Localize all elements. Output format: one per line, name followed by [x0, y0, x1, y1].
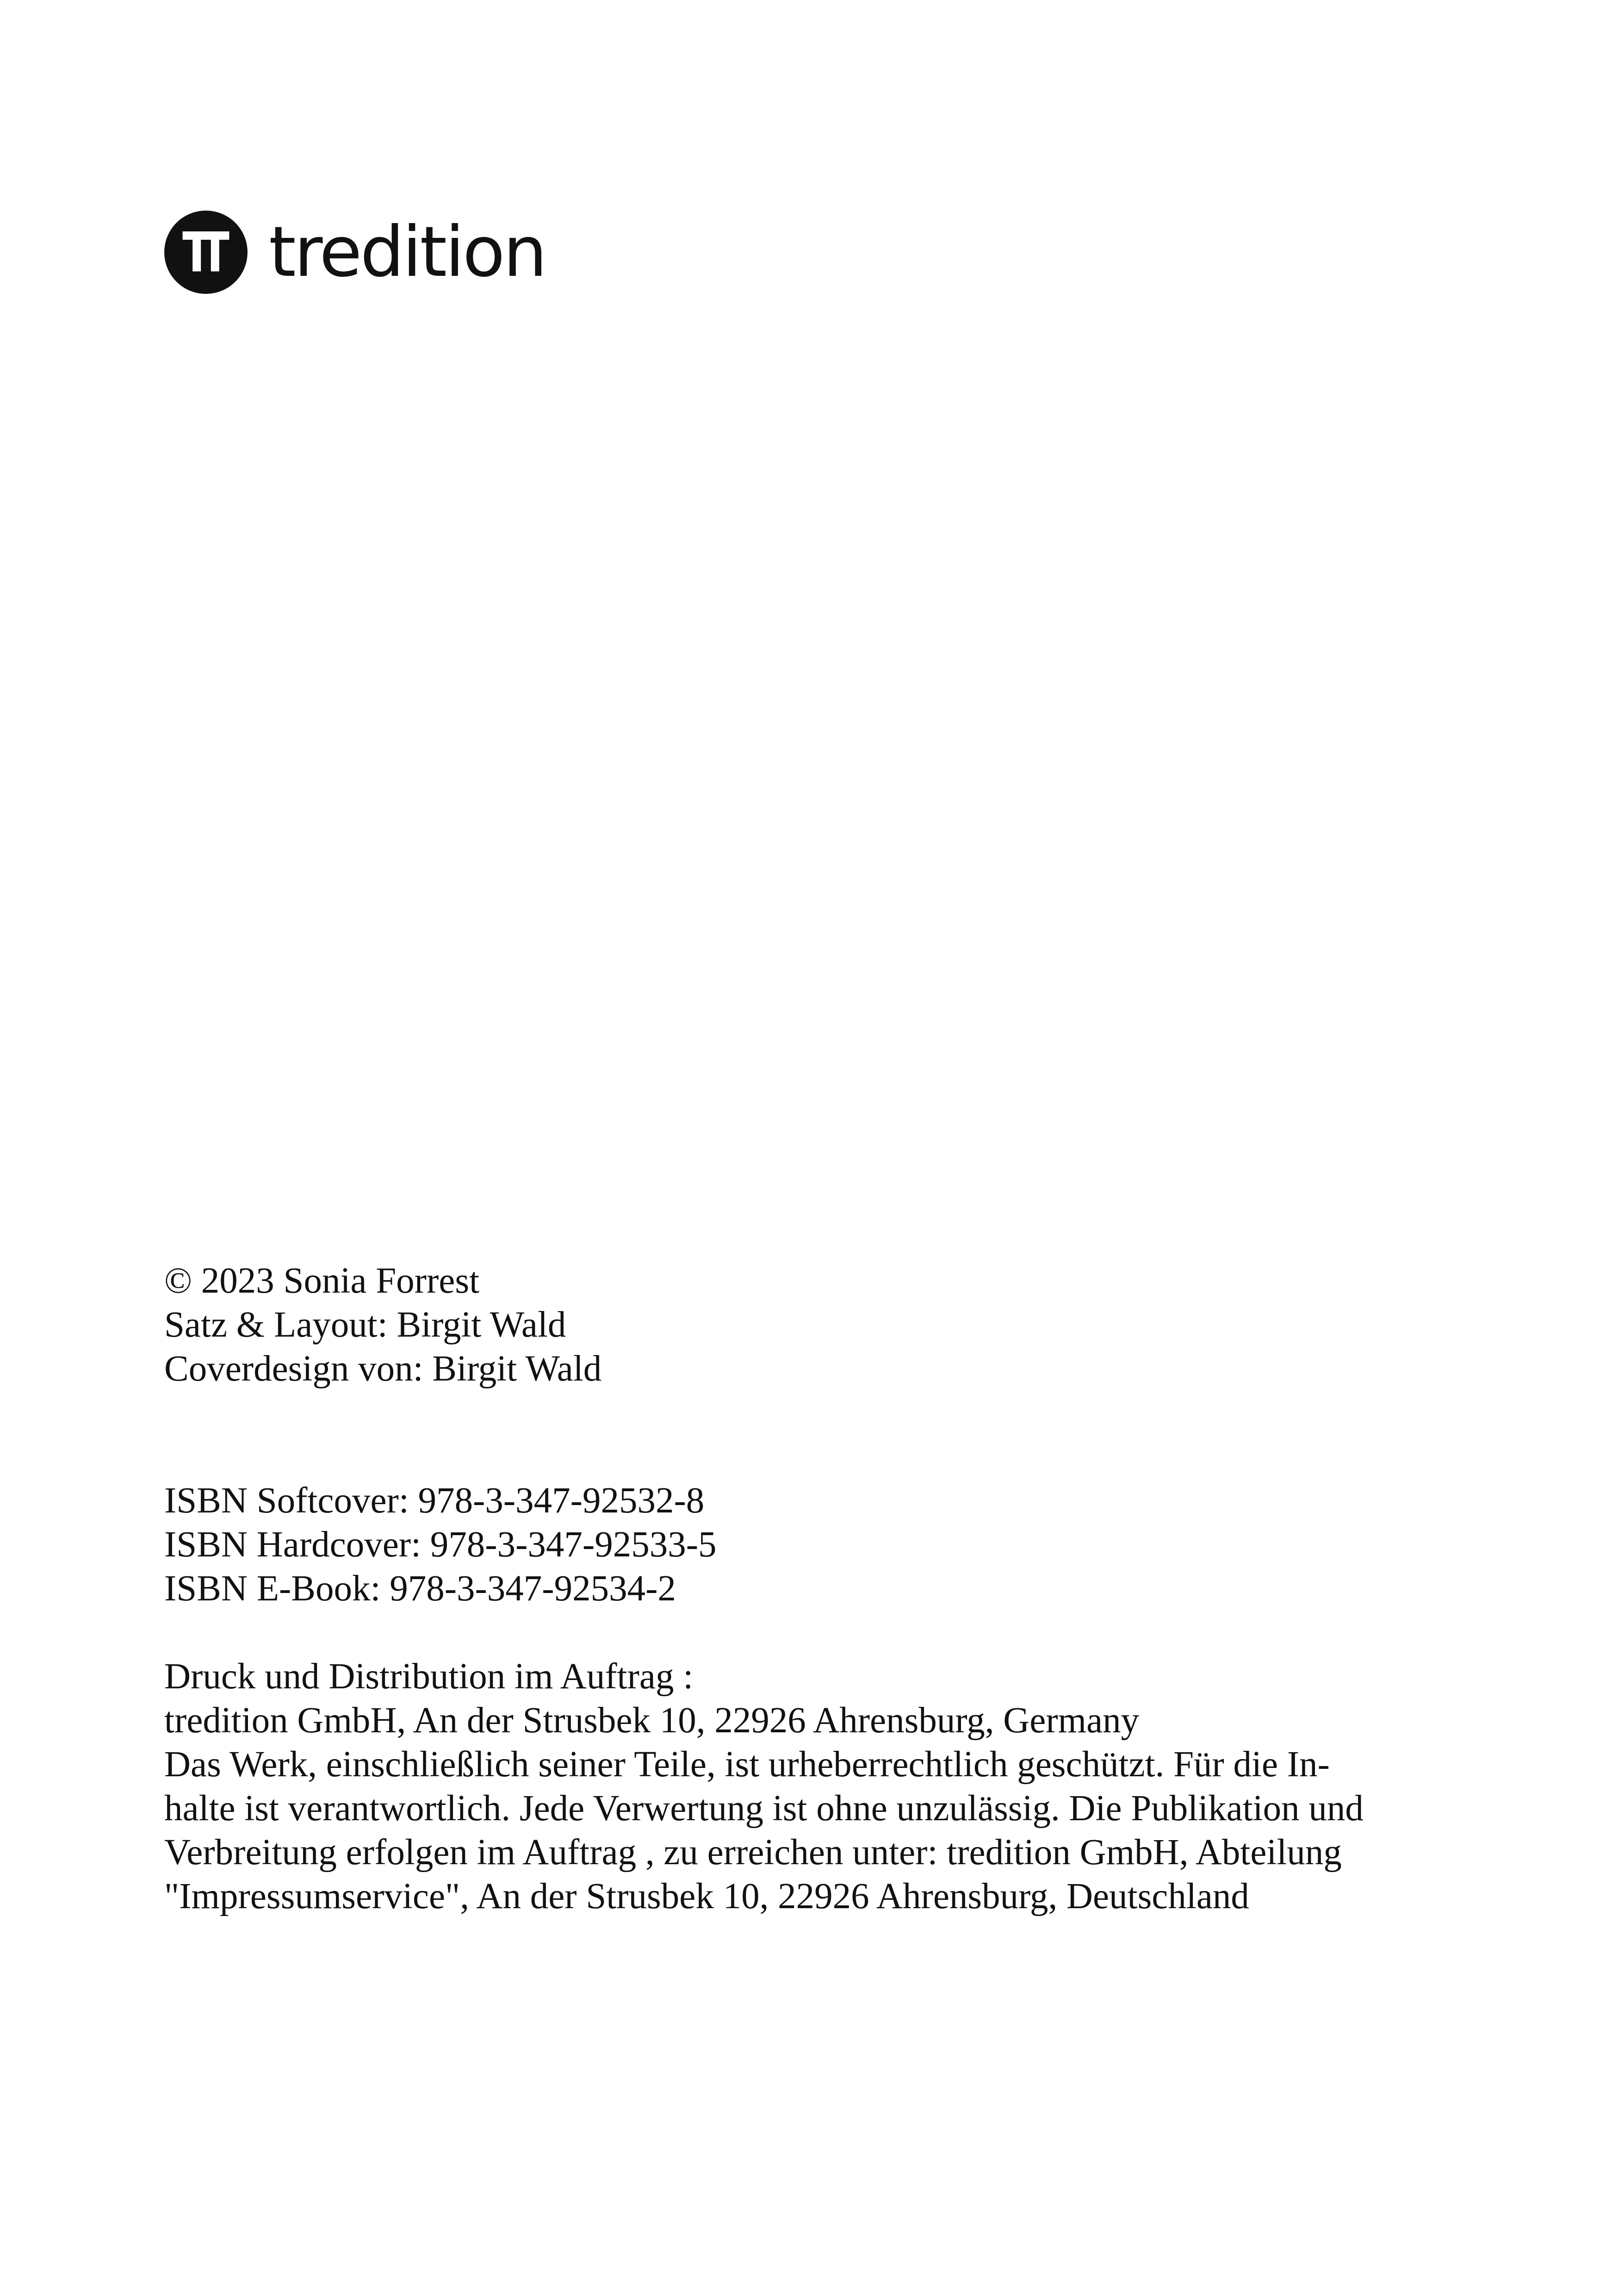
copyright-line: © 2023 Sonia Forrest — [164, 1261, 480, 1301]
isbn-softcover: ISBN Softcover: 978-3-347-92532-8 — [164, 1481, 705, 1521]
copyright-notice-line: "Impressumservice", An der Strusbek 10, 22926 Ahrensburg, Deutschland — [164, 1876, 1249, 1916]
copyright-notice-line: Das Werk, einschließlich seiner Teile, ist urheberrechtlich geschützt. Für die In- — [164, 1744, 1330, 1785]
copyright-notice-line: Verbreitung erfolgen im Auftrag , zu erreichen unter: tredition GmbH, Abteilung — [164, 1832, 1342, 1873]
tredition-logo-icon — [164, 211, 248, 294]
copyright-notice-line: halte ist verantwortlich. Jede Verwertung ist ohne unzulässig. Die Publikation und — [164, 1788, 1364, 1829]
publisher-name: tredition — [269, 212, 546, 292]
publisher-address: tredition GmbH, An der Strusbek 10, 22926 Ahrensburg, Germany — [164, 1700, 1140, 1741]
isbn-hardcover: ISBN Hardcover: 978-3-347-92533-5 — [164, 1524, 717, 1565]
distribution-heading: Druck und Distribution im Auftrag : — [164, 1656, 694, 1697]
spacer — [164, 1391, 1455, 1479]
spacer — [164, 1611, 1455, 1655]
isbn-ebook: ISBN E-Book: 978-3-347-92534-2 — [164, 1568, 676, 1609]
typesetting-credit: Satz & Layout: Birgit Wald — [164, 1305, 566, 1345]
publisher-logo — [164, 211, 546, 294]
imprint-section — [164, 1259, 1455, 1918]
cover-design-credit: Coverdesign von: Birgit Wald — [164, 1349, 602, 1389]
